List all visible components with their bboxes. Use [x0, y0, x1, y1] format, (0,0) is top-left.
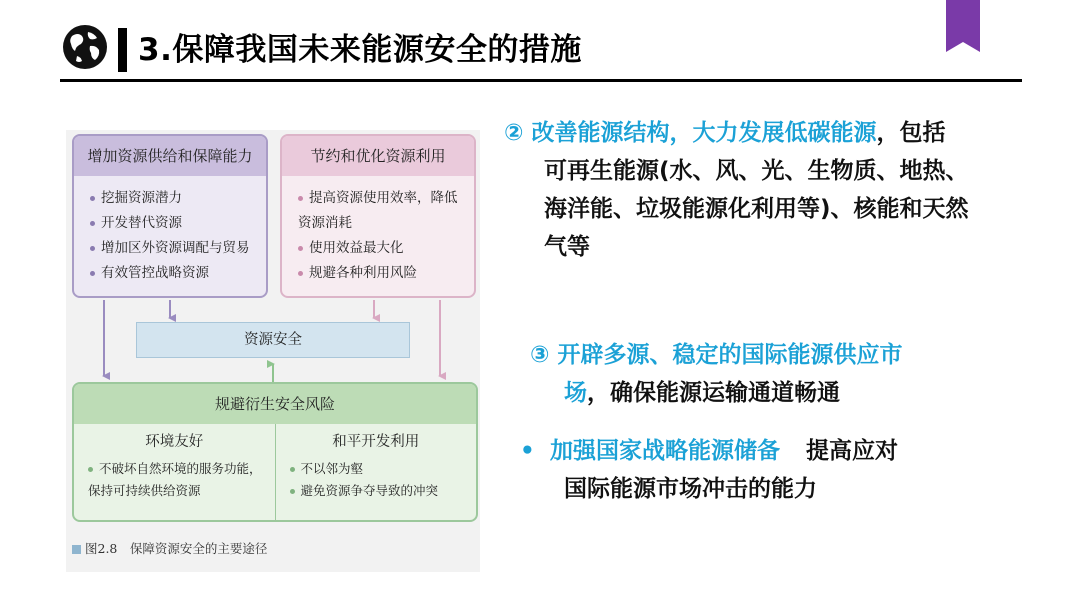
- derived-risk-box: [72, 382, 478, 522]
- peaceful-use-column: [275, 424, 477, 522]
- list-item: 使用效益最大化: [298, 236, 464, 261]
- optimize-usage-box: [280, 134, 476, 298]
- environment-friendly-title: 环境友好: [145, 434, 204, 450]
- bullet-dot: [90, 246, 95, 251]
- point-4-bullet: •: [520, 438, 535, 464]
- bullet-dot: [298, 196, 303, 201]
- bookmark-ribbon-icon: [946, 0, 980, 52]
- bullet-dot: [298, 271, 303, 276]
- bullet-dot: [290, 467, 295, 472]
- point-3-highlight-2: 场: [564, 380, 587, 406]
- list-item: 避免资源争夺导致的冲突: [290, 480, 469, 502]
- bullet-dot: [90, 221, 95, 226]
- page-title: 3.保障我国未来能源安全的措施: [138, 32, 582, 68]
- list-item: 增加区外资源调配与贸易: [90, 236, 256, 261]
- title-divider: [60, 79, 1022, 82]
- point-4-text: 提高应对: [806, 438, 898, 464]
- derived-risk-title: 规避衍生安全风险: [74, 384, 476, 424]
- list-item: 开发替代资源: [90, 211, 256, 236]
- title-bar: [118, 28, 127, 72]
- environment-friendly-column: [74, 424, 275, 522]
- optimize-usage-title: 节约和优化资源利用: [282, 136, 474, 176]
- list-item: 有效管控战略资源: [90, 261, 256, 286]
- point-4-line-2: 国际能源市场冲击的能力: [564, 476, 817, 502]
- list-item: 规避各种利用风险: [298, 261, 464, 286]
- bullet-dot: [290, 489, 295, 494]
- figure-caption: 图2.8 保障资源安全的主要途径: [72, 540, 267, 558]
- point-2-number: ②: [504, 120, 524, 146]
- resource-security-box: 资源安全: [136, 322, 410, 358]
- bullet-dot: [298, 246, 303, 251]
- point-3-number: ③: [530, 342, 550, 368]
- supply-capacity-box: [72, 134, 268, 298]
- caption-square-icon: [72, 545, 81, 554]
- point-3-highlight-1: 开辟多源、稳定的国际能源供应市: [557, 342, 903, 368]
- list-item: 不以邻为壑: [290, 458, 469, 480]
- point-3-text: ，确保能源运输通道畅通: [587, 380, 840, 406]
- list-item: 挖掘资源潜力: [90, 186, 256, 211]
- point-4: [520, 432, 1040, 508]
- point-2-text: ，包括: [876, 120, 946, 146]
- point-4-highlight: 加强国家战略能源储备: [550, 438, 780, 464]
- point-2: [504, 114, 1064, 266]
- bullet-dot: [90, 196, 95, 201]
- point-2-line-4: 气等: [544, 234, 590, 260]
- peaceful-use-title: 和平开发利用: [332, 434, 420, 450]
- bullet-dot: [88, 467, 93, 472]
- point-2-highlight: 改善能源结构，大力发展低碳能源: [531, 120, 877, 146]
- list-item: 提高资源使用效率，降低资源消耗: [298, 190, 458, 231]
- point-2-line-2: 可再生能源(水、风、光、生物质、地热、: [544, 158, 969, 184]
- resource-security-figure: [66, 130, 480, 572]
- globe-icon: [60, 22, 110, 72]
- bullet-dot: [90, 271, 95, 276]
- point-2-line-3: 海洋能、垃圾能源化利用等)、核能和天然: [544, 196, 969, 222]
- supply-capacity-title: 增加资源供给和保障能力: [74, 136, 266, 176]
- point-3: [530, 336, 1050, 412]
- list-item: 不破坏自然环境的服务功能，保持可持续供给资源: [88, 461, 262, 498]
